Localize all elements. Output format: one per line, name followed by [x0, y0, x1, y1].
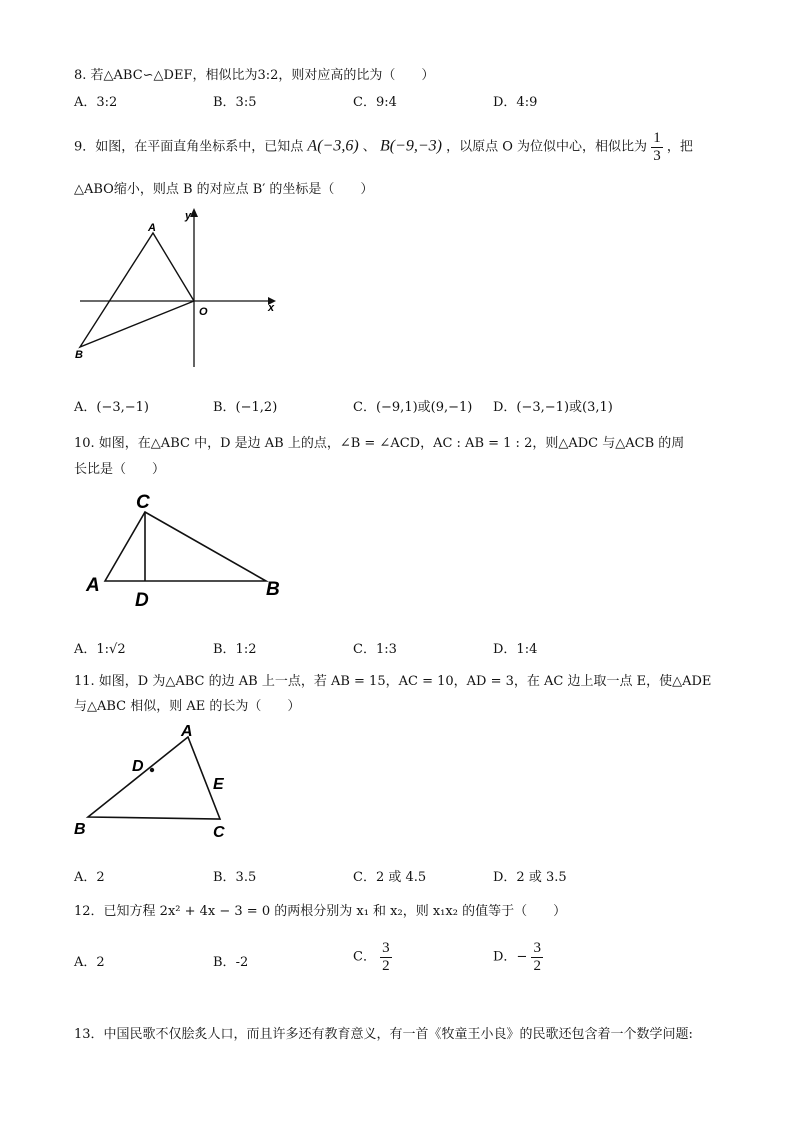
q10-option-c: C．1:3: [353, 642, 397, 657]
q12-option-d-fraction: [531, 940, 543, 974]
q9-stem-part-a: 9．如图，在平面直角坐标系中，已知点: [74, 139, 304, 155]
q11-label-d: D: [132, 758, 144, 775]
q9-label-a: A: [148, 222, 156, 234]
q9-option-c: C．(−9,1)或(9,−1): [353, 400, 473, 415]
q10-stem-line1: 10. 如图，在△ABC 中，D 是边 AB 上的点，∠B = ∠ACD，AC : AB = 1 : 2，则△ADC 与△ACB 的周: [74, 436, 685, 451]
q9-label-o: O: [199, 306, 208, 318]
q9-coordinate-figure: [70, 203, 280, 373]
q9-stem-part-c: ，把: [666, 139, 693, 155]
q8-stem: 8. 若△ABC∽△DEF，相似比为3:2，则对应高的比为（ ）: [74, 68, 435, 83]
q9-point-a: A(−3,6): [307, 137, 359, 155]
q12-option-c-numerator: 3: [382, 940, 390, 956]
q9-y-arrow-icon: [190, 208, 198, 217]
q10-triangle-figure: [80, 484, 290, 612]
q10-stem-line2: 长比是（ ）: [74, 462, 166, 477]
q10-option-b: B．1:2: [213, 642, 257, 657]
q12-option-a-value: 2: [96, 955, 105, 970]
q12-option-d-sign: −: [516, 949, 528, 965]
q12-option-c-label: C．: [353, 949, 376, 965]
q12-option-b: [213, 951, 248, 970]
q13-stem: 13．中国民歌不仅脍炙人口，而且许多还有教育意义，有一首《牧童王小良》的民歌还包含着一个数学问题:: [74, 1027, 693, 1042]
q9-ratio-fraction: [651, 130, 663, 164]
q11-stem-line1: 11. 如图，D 为△ABC 的边 AB 上一点，若 AB = 15，AC = 10，AD = 3，在 AC 边上取一点 E，使△ADE: [74, 674, 712, 689]
q12-option-d-denominator: 2: [533, 957, 541, 974]
q12-stem: 12．已知方程 2x² + 4x − 3 = 0 的两根分别为 x₁ 和 x₂，则 x₁x₂ 的值等于（ ）: [74, 904, 567, 919]
q8-option-c: C．9:4: [353, 95, 397, 110]
q11-label-a: A: [181, 723, 193, 740]
q11-option-a: A．2: [74, 870, 105, 885]
q11-point-d: [150, 768, 154, 772]
q9-stem-part-b: ，以原点 O 为位似中心，相似比为: [446, 139, 648, 155]
q10-label-d: D: [135, 590, 149, 611]
q11-label-c: C: [213, 824, 225, 841]
q10-label-b: B: [266, 579, 280, 600]
q12-option-a: [74, 951, 105, 970]
q11-stem-line2: 与△ABC 相似，则 AE 的长为（ ）: [74, 699, 301, 714]
q10-label-a: A: [86, 575, 100, 596]
q9-option-d: D．(−3,−1)或(3,1): [493, 400, 613, 415]
q12-option-c-denominator: 2: [382, 957, 390, 974]
q9-triangle-abo: [80, 233, 194, 347]
q12-option-c: [353, 940, 392, 974]
q10-option-d: D．1:4: [493, 642, 538, 657]
q9-ratio-numerator: 1: [653, 130, 661, 146]
q11-triangle-abc: [88, 737, 220, 819]
q12-option-b-value: -2: [235, 955, 249, 970]
q9-option-a: A．(−3,−1): [74, 400, 149, 415]
q9-label-b: B: [75, 349, 83, 361]
q9-option-b: B．(−1,2): [213, 400, 278, 415]
q9-stem-line1: [74, 130, 693, 164]
q12-option-d-label: D．: [493, 949, 517, 965]
q9-stem-line2: △ABO缩小，则点 B 的对应点 B′ 的坐标是（ ）: [74, 182, 374, 197]
q10-triangle-abc: [105, 512, 266, 581]
q12-option-c-fraction: [380, 940, 392, 974]
q11-option-d: D．2 或 3.5: [493, 870, 567, 885]
q9-ratio-denominator: 3: [653, 147, 661, 164]
q11-label-b: B: [74, 821, 86, 838]
q8-option-d: D．4:9: [493, 95, 538, 110]
q9-label-x: x: [268, 302, 275, 314]
q10-option-a: A．1:√2: [74, 642, 126, 657]
q11-label-e: E: [213, 776, 224, 793]
q8-option-b: B．3:5: [213, 95, 257, 110]
q12-option-a-label: A．: [74, 955, 97, 970]
q10-label-c: C: [136, 492, 150, 513]
q9-point-b: B(−9,−3): [379, 137, 442, 155]
q11-option-c: C．2 或 4.5: [353, 870, 427, 885]
q9-separator: 、: [362, 139, 376, 155]
q12-option-d-numerator: 3: [533, 940, 541, 956]
q12-option-d: [493, 940, 543, 974]
q11-triangle-figure: [70, 722, 240, 844]
q9-label-y: y: [185, 210, 192, 222]
q8-option-a: A．3:2: [74, 95, 118, 110]
q11-option-b: B．3.5: [213, 870, 257, 885]
q12-option-b-label: B．: [213, 955, 236, 970]
